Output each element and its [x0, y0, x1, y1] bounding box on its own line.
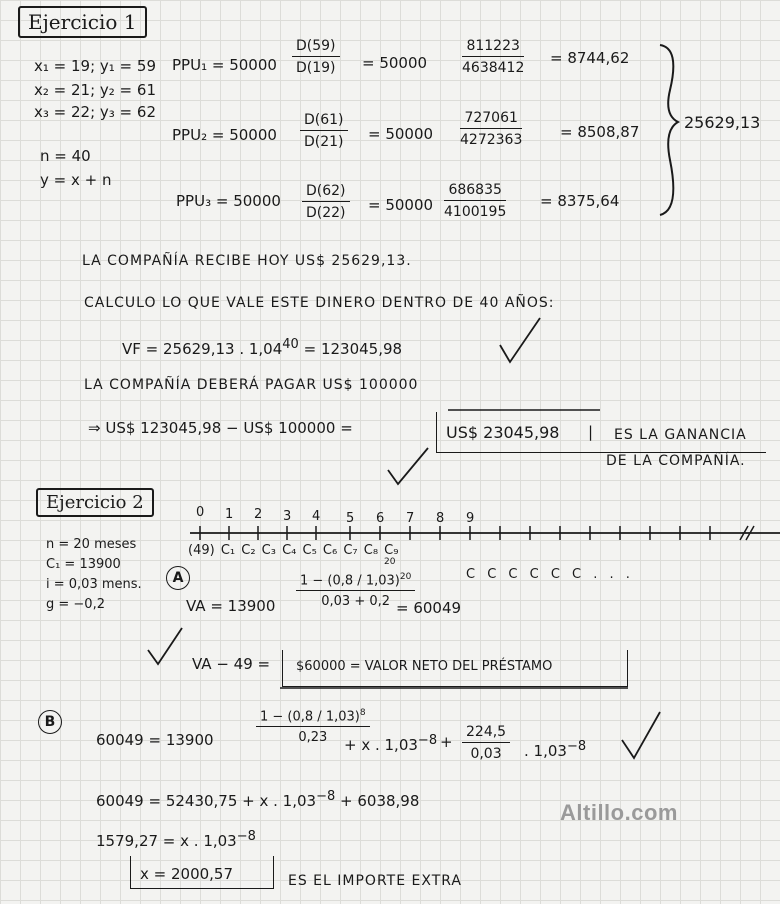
check-mark-1	[500, 318, 540, 362]
va-fraction: $\frac{1 - (0,8 / 1,03)^{20}}{0,03 + 0,2}$	[296, 572, 415, 609]
net-label: VA − 49 =	[192, 655, 271, 673]
b1-label: 60049 = 13900	[96, 731, 214, 749]
ppu1-label: PPU₁ = 50000	[172, 56, 277, 74]
ej1-note-1: ES LA GANANCIA	[614, 427, 747, 443]
ej1-line-1: LA COMPAÑÍA RECIBE HOY US$ 25629,13.	[82, 253, 412, 269]
c20-label: 20	[384, 557, 396, 567]
ppu2-frac2: $\frac{727061}{4272363}$	[460, 110, 523, 148]
cash-flows: (49) C₁ C₂ C₃ C₄ C₅ C₆ C₇ C₈ C₉	[188, 543, 399, 558]
ppu3-frac1: $\frac{D(62)}{D(22)}$	[302, 183, 350, 221]
tick-label-9: 9	[466, 511, 475, 526]
check-mark-4	[622, 712, 660, 758]
tick-label-0: 0	[196, 505, 205, 520]
ej1-result: US$ 23045,98	[446, 423, 560, 442]
check-mark-2	[388, 448, 428, 484]
b1-plus: +	[440, 733, 453, 751]
va-label: VA = 13900	[186, 597, 276, 615]
tick-label-2: 2	[254, 507, 263, 522]
timeline	[190, 526, 780, 540]
ej1-line-2: CALCULO LO QUE VALE ESTE DINERO DENTRO DE 40 AÑOS:	[84, 295, 555, 311]
ej1-calc: ⇒ US$ 123045,98 − US$ 100000 =	[88, 419, 353, 437]
ppu1-result: = 8744,62	[550, 49, 630, 67]
ppu2-label: PPU₂ = 50000	[172, 126, 277, 144]
ej1-title: Ejercicio 1	[18, 6, 147, 38]
ppu2-mid: = 50000	[368, 125, 434, 143]
tick-label-5: 5	[346, 511, 355, 526]
ppu3-mid: = 50000	[368, 196, 434, 214]
ej1-data-2: x₂ = 21; y₂ = 61	[34, 81, 156, 99]
b3-line: 1579,27 = x . $1,03^{-8}$	[96, 829, 256, 850]
ej2-data-2: C₁ = 13900	[46, 557, 121, 572]
ppu1-mid: = 50000	[362, 54, 428, 72]
ppu1-frac2: $\frac{811223}{4638412}$	[462, 38, 525, 76]
va-result: = 60049	[396, 599, 462, 617]
part-b-marker: B	[38, 710, 62, 734]
ej1-data-5: y = x + n	[40, 171, 112, 189]
ppu2-result: = 8508,87	[560, 123, 640, 141]
answer-value: x = 2000,57	[140, 865, 234, 883]
ppu3-frac2: $\frac{686835}{4100195}$	[444, 182, 507, 220]
vf-formula: VF = 25629,13 . 1,04$^{40}$ = 123045,98	[122, 337, 403, 358]
b1-mid: + x . $1,03^{-8}$	[344, 733, 438, 754]
ej1-data-1: x₁ = 19; y₁ = 59	[34, 57, 156, 75]
b1-fraction: $\frac{1 - (0,8 / 1,03)^8}{0,23}$	[256, 708, 370, 745]
b1-fraction-2: $\frac{224,5}{0,03}$	[462, 724, 510, 762]
cash-continued: C C C C C C . . .	[466, 567, 630, 582]
ej2-data-4: g = −0,2	[46, 597, 105, 612]
b2-line: 60049 = 52430,75 + x . $1,03^{-8} + 6038,98$	[96, 789, 420, 810]
ej1-data-3: x₃ = 22; y₃ = 62	[34, 103, 156, 121]
answer-note: ES EL IMPORTE EXTRA	[288, 873, 462, 889]
b1-end: . $1,03^{-8}$	[524, 739, 587, 760]
watermark: Altillo.com	[560, 800, 678, 825]
tick-label-8: 8	[436, 511, 445, 526]
ej1-data-4: n = 40	[40, 147, 91, 165]
ppu1-frac1: $\frac{D(59)}{D(19)}$	[292, 38, 340, 76]
ej2-data-3: i = 0,03 mens.	[46, 577, 142, 592]
ej1-note-2: DE LA COMPAÑÍA.	[606, 453, 746, 469]
ppu3-label: PPU₃ = 50000	[176, 192, 281, 210]
net-value: $60000 = VALOR NETO DEL PRÉSTAMO	[296, 659, 553, 674]
sum-brace	[660, 45, 678, 215]
ej1-line-3: LA COMPAÑÍA DEBERÁ PAGAR US$ 100000	[84, 377, 419, 393]
ppu2-frac1: $\frac{D(61)}{D(21)}$	[300, 112, 348, 150]
part-a-marker: A	[166, 566, 190, 590]
check-mark-3	[148, 628, 182, 664]
tick-label-3: 3	[283, 509, 292, 524]
ppu3-result: = 8375,64	[540, 192, 620, 210]
tick-label-6: 6	[376, 511, 385, 526]
tick-label-4: 4	[312, 509, 321, 524]
ej2-data-1: n = 20 meses	[46, 537, 137, 552]
ej2-title: Ejercicio 2	[36, 488, 154, 517]
ppu-sum: 25629,13	[684, 113, 761, 132]
tick-label-7: 7	[406, 511, 415, 526]
tick-label-1: 1	[225, 507, 234, 522]
